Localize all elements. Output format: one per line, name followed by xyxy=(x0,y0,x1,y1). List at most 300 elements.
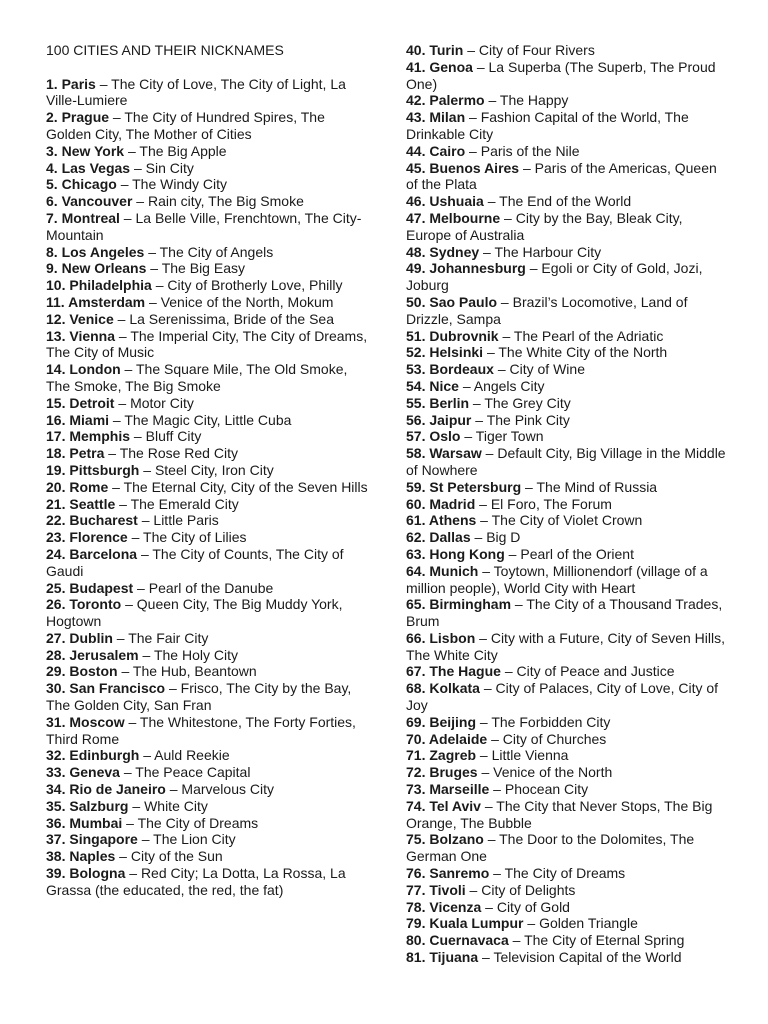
nickname-text: The Forbidden City xyxy=(491,713,611,730)
city-label: Philadelphia xyxy=(69,277,152,294)
entry-number: 47. xyxy=(406,209,426,226)
entry-number: 51. xyxy=(406,327,426,344)
city-name xyxy=(406,260,526,276)
entry-number: 11. xyxy=(46,293,65,310)
city-name xyxy=(406,630,475,646)
entry-number: 70. xyxy=(406,730,426,747)
city-name xyxy=(46,831,138,847)
city-label: New York xyxy=(61,142,125,159)
city-entry xyxy=(406,428,728,445)
city-name xyxy=(406,361,494,377)
city-name xyxy=(406,143,465,159)
city-name xyxy=(46,546,137,562)
city-name xyxy=(46,395,114,411)
city-label: Seattle xyxy=(69,495,116,512)
city-label: Zagreb xyxy=(429,747,477,764)
entry-dash: – xyxy=(500,663,517,680)
city-entry xyxy=(46,462,368,479)
city-label: Jaipur xyxy=(429,411,472,428)
city-entry xyxy=(406,747,728,764)
entry-dash: – xyxy=(112,629,129,646)
city-name xyxy=(406,109,465,125)
city-name xyxy=(46,210,120,226)
nickname-text: City of Wine xyxy=(509,361,585,378)
entry-dash: – xyxy=(151,277,168,294)
city-name xyxy=(46,680,165,696)
city-label: Turin xyxy=(429,42,464,58)
entry-dash: – xyxy=(115,495,131,512)
city-name xyxy=(406,193,484,209)
entry-number: 3. xyxy=(46,142,58,159)
entry-number: 44. xyxy=(406,142,426,159)
entry-number: 65. xyxy=(406,596,426,613)
entry-dash: – xyxy=(115,848,131,865)
entry-dash: – xyxy=(480,797,497,814)
city-name xyxy=(46,529,128,545)
city-entry xyxy=(406,445,728,479)
entry-number: 29. xyxy=(46,663,66,680)
city-entry xyxy=(46,798,368,815)
city-name xyxy=(406,160,519,176)
city-entry xyxy=(406,680,728,714)
entry-dash: – xyxy=(478,949,494,966)
entry-dash: – xyxy=(489,781,505,798)
city-label: Adelaide xyxy=(428,730,488,747)
city-label: Dallas xyxy=(429,529,471,546)
city-label: Los Angeles xyxy=(61,243,145,260)
entry-dash: – xyxy=(95,75,112,92)
entry-number: 21. xyxy=(46,495,66,512)
city-name xyxy=(406,344,483,360)
city-entry xyxy=(406,865,728,882)
entry-dash: – xyxy=(113,310,130,327)
entry-number: 8. xyxy=(46,243,58,260)
left-column xyxy=(46,42,368,899)
city-label: Detroit xyxy=(69,394,115,411)
entry-number: 25. xyxy=(46,579,66,596)
entry-dash: – xyxy=(476,512,492,529)
entry-dash: – xyxy=(479,243,495,260)
city-entry xyxy=(46,193,368,210)
entry-number: 58. xyxy=(406,445,426,462)
entry-number: 13. xyxy=(46,327,66,344)
city-name xyxy=(46,294,145,310)
nickname-text: City of Four Rivers xyxy=(478,42,595,58)
entry-dash: – xyxy=(145,293,161,310)
entry-number: 33. xyxy=(46,764,66,781)
nickname-text: The City of Dreams xyxy=(504,865,626,882)
entry-number: 38. xyxy=(46,848,66,865)
nickname-text: City of Palaces, City of Love, City of Joy xyxy=(406,680,719,714)
city-label: Tijuana xyxy=(429,949,479,966)
entry-dash: – xyxy=(130,428,146,445)
entry-dash: – xyxy=(487,730,503,747)
city-label: Madrid xyxy=(429,495,476,512)
entry-number: 81. xyxy=(406,949,426,966)
entry-dash: – xyxy=(165,680,181,697)
city-label: Rome xyxy=(69,478,109,495)
entry-dash: – xyxy=(139,461,155,478)
city-label: Berlin xyxy=(429,394,470,411)
nickname-text: Bluff City xyxy=(145,428,202,445)
city-entry xyxy=(46,109,368,143)
city-label: Tel Aviv xyxy=(429,797,481,814)
city-name xyxy=(406,932,509,948)
city-entry xyxy=(46,328,368,362)
entry-dash: – xyxy=(137,831,154,848)
entry-number: 45. xyxy=(406,159,426,176)
nickname-text: The Grey City xyxy=(484,394,571,411)
entry-dash: – xyxy=(470,529,487,546)
entry-number: 28. xyxy=(46,646,66,663)
city-label: Budapest xyxy=(69,579,134,596)
entry-number: 15. xyxy=(46,394,66,411)
entry-number: 20. xyxy=(46,478,66,495)
city-name xyxy=(406,949,478,965)
city-label: Paris xyxy=(61,75,96,92)
city-label: The Hague xyxy=(429,663,501,680)
city-label: Warsaw xyxy=(429,445,482,462)
nickname-text: Fashion Capital of the World, The Drinkable City xyxy=(406,109,689,142)
entry-dash: – xyxy=(137,512,154,529)
city-name xyxy=(406,764,478,780)
entry-number: 74. xyxy=(406,797,426,814)
nickname-text: Queen City, The Big Muddy York, Hogtown xyxy=(46,596,343,630)
entry-number: 53. xyxy=(406,361,426,378)
entry-number: 59. xyxy=(406,478,426,495)
city-label: Miami xyxy=(69,411,110,428)
city-label: Sao Paulo xyxy=(429,293,498,310)
entry-number: 16. xyxy=(46,411,66,428)
city-entry xyxy=(406,244,728,261)
city-label: San Francisco xyxy=(69,680,166,697)
city-name xyxy=(46,412,109,428)
nickname-text: Tiger Town xyxy=(475,428,544,445)
entry-number: 35. xyxy=(46,797,66,814)
entry-dash: – xyxy=(117,663,133,680)
city-name xyxy=(406,378,459,394)
entry-dash: – xyxy=(523,915,540,932)
city-name xyxy=(406,244,479,260)
city-name xyxy=(46,143,124,159)
city-entry xyxy=(406,781,728,798)
entry-dash: – xyxy=(469,394,485,411)
nickname-text: City with a Future, City of Seven Hills, The White City xyxy=(406,629,726,663)
entry-dash: – xyxy=(463,42,479,58)
entry-dash: – xyxy=(116,176,133,193)
city-entry xyxy=(406,328,728,345)
city-entry xyxy=(46,680,368,714)
entry-dash: – xyxy=(114,394,131,411)
city-label: Montreal xyxy=(61,209,120,226)
city-label: Marseille xyxy=(429,781,490,798)
city-name xyxy=(46,76,96,92)
city-entry xyxy=(406,160,728,194)
city-entry xyxy=(406,915,728,932)
nickname-text: Paris of the Nile xyxy=(480,142,580,159)
nickname-text: City of Gold xyxy=(496,898,570,915)
city-name xyxy=(46,244,144,260)
nickname-text: The Windy City xyxy=(132,176,228,193)
entry-dash: – xyxy=(477,764,494,781)
city-label: Genoa xyxy=(429,58,473,75)
entry-dash: – xyxy=(124,142,140,159)
nickname-text: City of Churches xyxy=(502,730,607,747)
city-label: Dublin xyxy=(69,629,113,646)
city-entry xyxy=(406,932,728,949)
entry-dash: – xyxy=(483,344,499,361)
entry-number: 64. xyxy=(406,562,426,579)
nickname-text: The Happy xyxy=(499,92,569,109)
entry-number: 54. xyxy=(406,377,426,394)
nickname-text: The Whitestone, The Forty Forties, Third Rome xyxy=(46,713,356,747)
city-name xyxy=(406,747,476,763)
city-entry xyxy=(46,160,368,177)
city-entry xyxy=(406,344,728,361)
nickname-text: City of Delights xyxy=(481,881,576,898)
nickname-text: The Door to the Dolomites, The German One xyxy=(406,831,695,865)
city-name xyxy=(46,328,115,344)
city-label: Buenos Aires xyxy=(429,159,520,176)
entry-number: 4. xyxy=(46,159,58,176)
nickname-text: The Peace Capital xyxy=(135,764,251,781)
nickname-text: The Square Mile, The Old Smoke, The Smoke, The Big Smoke xyxy=(46,361,348,394)
nickname-text: The White City of the North xyxy=(498,344,668,361)
entry-dash: – xyxy=(497,293,513,310)
right-column xyxy=(406,42,728,966)
city-label: Hong Kong xyxy=(429,545,505,562)
city-label: Memphis xyxy=(69,428,131,445)
entry-dash: – xyxy=(104,445,120,462)
nickname-text: Golden Triangle xyxy=(539,915,638,932)
city-entry xyxy=(46,176,368,193)
entry-number: 71. xyxy=(406,747,426,764)
entry-number: 39. xyxy=(46,865,66,882)
nickname-text: White City xyxy=(144,797,208,814)
entry-number: 80. xyxy=(406,932,426,949)
city-entry xyxy=(406,563,728,597)
city-label: Venice xyxy=(69,310,114,327)
entry-number: 41. xyxy=(406,58,426,75)
entry-dash: – xyxy=(519,159,535,176)
city-label: Ushuaia xyxy=(429,193,484,210)
city-label: Helsinki xyxy=(429,344,484,361)
city-entry xyxy=(406,210,728,244)
city-label: Pittsburgh xyxy=(69,461,140,478)
entry-dash: – xyxy=(122,814,138,831)
city-name xyxy=(46,512,138,528)
entry-number: 57. xyxy=(406,428,426,445)
entry-dash: – xyxy=(121,596,137,613)
nickname-text: The Harbour City xyxy=(494,243,602,260)
nickname-text: Frisco, The City by the Bay, The Golden City, San Fran xyxy=(46,680,352,714)
city-name xyxy=(406,546,505,562)
city-label: Las Vegas xyxy=(61,159,131,176)
entry-dash: – xyxy=(476,713,492,730)
city-entry xyxy=(406,412,728,429)
city-entry xyxy=(46,143,368,160)
city-name xyxy=(46,479,108,495)
entry-number: 52. xyxy=(406,344,426,361)
entry-number: 34. xyxy=(46,781,66,798)
city-entry xyxy=(46,663,368,680)
entry-dash: – xyxy=(119,209,136,226)
nickname-text: La Superba (The Superb, The Proud One) xyxy=(406,58,716,92)
city-label: Melbourne xyxy=(429,209,501,226)
city-label: Bologna xyxy=(69,865,126,882)
city-label: Chicago xyxy=(61,176,117,193)
city-name xyxy=(46,848,115,864)
city-entry xyxy=(46,815,368,832)
city-entry xyxy=(46,277,368,294)
entry-dash: – xyxy=(460,428,476,445)
city-entry xyxy=(406,92,728,109)
city-label: Mumbai xyxy=(69,814,123,831)
city-name xyxy=(46,630,113,646)
city-label: Dubrovnik xyxy=(429,327,499,344)
city-entry xyxy=(406,143,728,160)
city-label: Munich xyxy=(429,562,479,579)
nickname-text: Little Paris xyxy=(153,512,219,529)
entry-number: 32. xyxy=(46,747,66,764)
entry-number: 67. xyxy=(406,663,426,680)
entry-dash: – xyxy=(478,562,494,579)
nickname-text: Television Capital of the World xyxy=(493,949,682,966)
nickname-text: Sin City xyxy=(145,159,194,176)
city-label: Sanremo xyxy=(429,865,490,882)
city-label: Sydney xyxy=(429,243,480,260)
entry-number: 79. xyxy=(406,915,426,932)
city-name xyxy=(406,831,484,847)
city-entry xyxy=(406,378,728,395)
entry-dash: – xyxy=(124,713,140,730)
nickname-text: The Pink City xyxy=(486,411,570,428)
city-entry xyxy=(46,747,368,764)
entry-dash: – xyxy=(115,327,131,344)
city-name xyxy=(406,915,523,931)
nickname-text: The Fair City xyxy=(128,629,209,646)
entry-number: 17. xyxy=(46,428,66,445)
entry-number: 14. xyxy=(46,361,66,378)
nickname-text: La Belle Ville, Frenchtown, The City-Mountain xyxy=(46,209,362,243)
entry-number: 61. xyxy=(406,512,426,529)
entry-number: 46. xyxy=(406,193,426,210)
city-entry xyxy=(46,580,368,597)
entry-number: 27. xyxy=(46,629,66,646)
entry-number: 37. xyxy=(46,831,66,848)
city-label: Amsterdam xyxy=(68,293,146,310)
city-label: Singapore xyxy=(69,831,138,848)
city-name xyxy=(406,798,481,814)
entry-number: 12. xyxy=(46,310,66,327)
city-name xyxy=(46,781,166,797)
entry-number: 9. xyxy=(46,260,58,277)
city-entry xyxy=(406,630,728,664)
nickname-text: Motor City xyxy=(130,394,194,411)
city-label: Naples xyxy=(69,848,116,865)
nickname-text: City of Peace and Justice xyxy=(516,663,675,680)
entry-number: 18. xyxy=(46,445,66,462)
nickname-text: Steel City, Iron City xyxy=(154,461,274,478)
nickname-text: The Lion City xyxy=(153,831,236,848)
nickname-text: Rain city, The Big Smoke xyxy=(147,193,304,210)
city-entry xyxy=(46,529,368,546)
city-label: Bucharest xyxy=(69,512,138,529)
entry-dash: – xyxy=(465,881,482,898)
entry-number: 76. xyxy=(406,865,426,882)
city-entry xyxy=(406,42,728,59)
entry-number: 6. xyxy=(46,193,58,210)
nickname-text: The End of the World xyxy=(499,193,632,210)
city-entry xyxy=(46,512,368,529)
entry-number: 42. xyxy=(406,92,426,109)
city-entry xyxy=(46,764,368,781)
entry-number: 62. xyxy=(406,529,426,546)
nickname-text: The Emerald City xyxy=(130,495,239,512)
city-entry xyxy=(406,294,728,328)
entry-dash: – xyxy=(500,209,516,226)
city-entry xyxy=(406,361,728,378)
entry-number: 72. xyxy=(406,764,426,781)
nickname-text: The Mind of Russia xyxy=(536,478,658,495)
nickname-text: The City of Counts, The City of Gaudi xyxy=(46,545,344,579)
entry-dash: – xyxy=(511,596,527,613)
city-entry xyxy=(46,428,368,445)
city-entry xyxy=(406,479,728,496)
city-label: Birmingham xyxy=(429,596,512,613)
entry-dash: – xyxy=(139,747,155,764)
entry-dash: – xyxy=(465,142,481,159)
nickname-text: The City of Violet Crown xyxy=(491,512,643,529)
entry-number: 49. xyxy=(406,260,426,277)
entry-dash: – xyxy=(525,260,542,277)
entry-number: 78. xyxy=(406,898,426,915)
nickname-text: The Big Apple xyxy=(139,142,227,159)
nickname-text: La Serenissima, Bride of the Sea xyxy=(129,310,334,327)
nickname-text: The Hub, Beantown xyxy=(132,663,257,680)
nickname-text: Default City, Big Village in the Middle of Nowhere xyxy=(406,445,726,478)
city-name xyxy=(406,210,500,226)
city-entry xyxy=(46,361,368,395)
city-label: Boston xyxy=(69,663,118,680)
entry-number: 43. xyxy=(406,109,426,126)
entry-number: 19. xyxy=(46,461,66,478)
entry-number: 55. xyxy=(406,394,426,411)
city-name xyxy=(406,563,478,579)
city-name xyxy=(46,260,146,276)
entry-number: 69. xyxy=(406,713,426,730)
nickname-text: City by the Bay, Bleak City, Europe of Australia xyxy=(406,209,683,243)
entry-number: 1. xyxy=(46,75,58,92)
entry-dash: – xyxy=(476,747,492,764)
entry-number: 73. xyxy=(406,781,426,798)
entry-number: 66. xyxy=(406,629,426,646)
entry-number: 48. xyxy=(406,243,426,260)
nickname-text: Toytown, Millionendorf (village of a million people), World City with Heart xyxy=(406,562,708,596)
entry-number: 60. xyxy=(406,495,426,512)
entry-dash: – xyxy=(508,932,525,949)
city-name xyxy=(406,529,471,545)
city-label: Florence xyxy=(69,529,128,546)
city-name xyxy=(46,798,128,814)
nickname-text: The City of Lilies xyxy=(143,529,247,546)
city-entry xyxy=(406,496,728,513)
entry-number: 7. xyxy=(46,209,58,226)
city-label: Kolkata xyxy=(429,680,480,697)
nickname-text: Brazil’s Locomotive, Land of Drizzle, Sampa xyxy=(406,293,688,327)
city-name xyxy=(46,176,117,192)
city-name xyxy=(406,512,476,528)
